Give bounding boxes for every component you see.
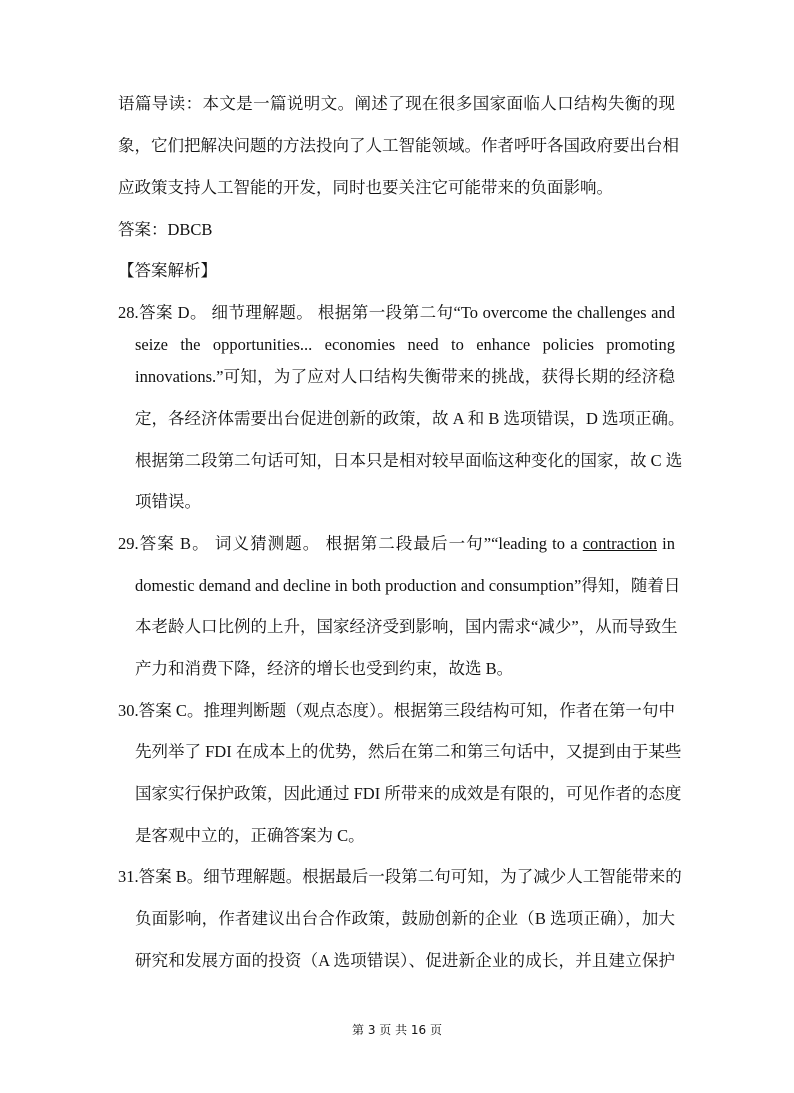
q28-line-3: innovations.”可知，为了应对人口结构失衡带来的挑战，获得长期的经济稳: [135, 367, 675, 386]
page-footer: 第 3 页 共 16 页: [352, 1023, 442, 1037]
q30-line-3: 国家实行保护政策，因此通过 FDI 所带来的成效是有限的，可见作者的态度: [135, 784, 682, 803]
q29-line-1-text-b: in: [656, 534, 675, 553]
q29-line-3: 本老龄人口比例的上升，国家经济受到影响，国内需求“减少”，从而导致生: [135, 617, 678, 636]
underlined-word: contraction: [582, 534, 657, 553]
guide-line-1: 语篇导读：本文是一篇说明文。阐述了现在很多国家面临人口结构失衡的现: [118, 94, 675, 113]
q31-line-3: 研究和发展方面的投资（A 选项错误）、促进新企业的成长，并且建立保护: [135, 951, 675, 970]
q30-line-4: 是客观中立的，正确答案为 C。: [135, 826, 365, 845]
q29-line-1-text-a: 29.答案 B。 词义猜测题。 根据第二段最后一句”“leading to a: [118, 534, 583, 553]
q28-line-4: 定，各经济体需要出台促进创新的政策，故 A 和 B 选项错误，D 选项正确。: [135, 409, 685, 428]
q29-line-4: 产力和消费下降，经济的增长也受到约束，故选 B。: [135, 659, 514, 678]
q28-line-5: 根据第二段第二句话可知，日本只是相对较早面临这种变化的国家，故 C 选: [135, 451, 683, 470]
q28-line-1: 28.答案 D。 细节理解题。 根据第一段第二句“To overcome the challenges and: [118, 303, 675, 322]
q29-line-1: [118, 533, 675, 555]
answer-key: 答案：DBCB: [118, 220, 213, 239]
q28-line-2: seize the opportunities... economies need to enhance policies promoting: [135, 335, 675, 354]
q31-line-2: 负面影响，作者建议出台合作政策，鼓励创新的企业（B 选项正确），加大: [135, 909, 675, 928]
q29-line-2: domestic demand and decline in both production and consumption”得知，随着日: [135, 576, 681, 595]
guide-line-3: 应政策支持人工智能的开发，同时也要关注它可能带来的负面影响。: [118, 178, 613, 197]
q28-line-6: 项错误。: [135, 492, 201, 511]
q30-line-2: 先列举了 FDI 在成本上的优势，然后在第二和第三句话中，又提到由于某些: [135, 742, 682, 761]
q31-line-1: 31.答案 B。细节理解题。根据最后一段第二句可知，为了减少人工智能带来的: [118, 867, 682, 886]
analysis-header: 【答案解析】: [118, 261, 217, 280]
q30-line-1: 30.答案 C。推理判断题（观点态度）。根据第三段结构可知，作者在第一句中: [118, 701, 675, 720]
guide-line-2: 象，它们把解决问题的方法投向了人工智能领域。作者呼吁各国政府要出台相: [118, 136, 679, 155]
